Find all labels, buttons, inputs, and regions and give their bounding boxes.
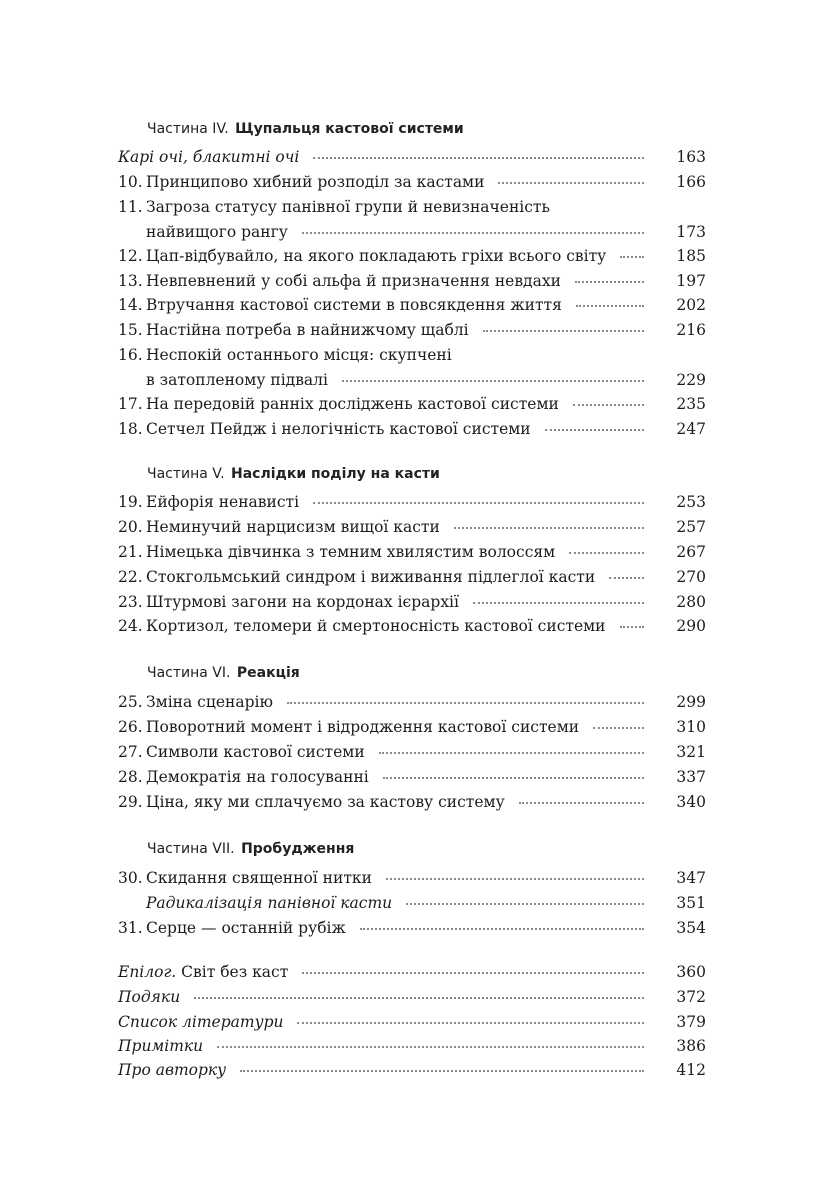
part-label: Частина IV. [147, 121, 229, 137]
chapter-number: 15. [118, 321, 143, 339]
entry-title [146, 515, 652, 539]
dot-leader [313, 157, 644, 159]
toc-entry[interactable] [118, 590, 706, 614]
entry-title-text[interactable] [118, 960, 288, 984]
dot-leader [342, 380, 644, 382]
entry-title-text[interactable]: Сетчел Пейдж і нелогічність кастової системи [146, 420, 531, 438]
entry-title-text[interactable]: Неспокій останнього місця: скупчені [146, 346, 452, 364]
dot-leader [217, 1046, 644, 1048]
page-number[interactable]: 253 [676, 493, 706, 511]
dot-leader [287, 702, 644, 704]
entry-title [146, 318, 652, 342]
page-number[interactable]: 202 [676, 296, 706, 314]
entry-title-text[interactable]: Поворотний момент і відродження кастової системи [146, 718, 580, 736]
dot-leader [545, 429, 644, 431]
page-number[interactable]: 360 [676, 963, 706, 981]
chapter-number: 19. [118, 493, 143, 511]
chapter-number: 28. [118, 768, 143, 786]
page-number[interactable]: 247 [676, 420, 706, 438]
dot-leader [406, 903, 644, 905]
toc-entry[interactable] [118, 269, 706, 293]
toc-entry[interactable] [118, 540, 706, 564]
toc-entry[interactable] [118, 417, 706, 441]
entry-title-text[interactable]: Ейфорія ненависті [146, 493, 300, 511]
entry-title-text[interactable]: Радикалізація панівної касти [146, 894, 393, 912]
entry-title-text[interactable]: Примітки [118, 1037, 204, 1055]
part-label: Частина VI. [147, 665, 231, 681]
entry-title [118, 985, 652, 1009]
chapter-number: 13. [118, 272, 143, 290]
entry-title [146, 343, 652, 367]
entry-title [146, 417, 652, 441]
page-number[interactable]: 235 [676, 395, 706, 413]
page-number[interactable]: 216 [676, 321, 706, 339]
chapter-number: 16. [118, 346, 143, 364]
chapter-number: 30. [118, 869, 143, 887]
dot-leader [360, 928, 644, 930]
part-heading [147, 663, 300, 683]
toc-entry[interactable] [118, 891, 706, 915]
epilog-label: Епілог. [118, 963, 177, 981]
toc-entry[interactable] [118, 145, 706, 169]
toc-entry[interactable] [118, 715, 706, 739]
chapter-number: 18. [118, 420, 143, 438]
chapter-number: 11. [118, 198, 143, 216]
page-number[interactable]: 166 [676, 173, 706, 191]
entry-title-text[interactable]: Серце — останній рубіж [146, 919, 346, 937]
chapter-number: 26. [118, 718, 143, 736]
dot-leader [302, 972, 644, 974]
chapter-number: 10. [118, 173, 143, 191]
page-number[interactable]: 270 [676, 568, 706, 586]
entry-title [118, 960, 652, 984]
chapter-number: 14. [118, 296, 143, 314]
toc-entry[interactable] [118, 565, 706, 589]
back-matter-entry[interactable] [118, 985, 706, 1009]
back-matter-entry[interactable] [118, 960, 706, 984]
entry-title [146, 565, 652, 589]
entry-title-text[interactable]: найвищого рангу [146, 223, 288, 241]
entry-title-text[interactable]: Втручання кастової системи в повсякдення життя [146, 296, 562, 314]
chapter-number: 12. [118, 247, 143, 265]
page-number[interactable]: 267 [676, 543, 706, 561]
chapter-number: 21. [118, 543, 143, 561]
chapter-number: 25. [118, 693, 143, 711]
entry-title [146, 715, 652, 739]
toc-entry[interactable] [118, 293, 706, 317]
dot-leader [454, 527, 644, 529]
entry-title [118, 1010, 652, 1034]
back-matter-entry[interactable] [118, 1010, 706, 1034]
toc-entry[interactable] [118, 244, 706, 268]
dot-leader [313, 502, 644, 504]
page-number[interactable]: 347 [676, 869, 706, 887]
dot-leader [498, 182, 644, 184]
dot-leader [576, 305, 644, 307]
entry-title [146, 765, 652, 789]
dot-leader [573, 404, 644, 406]
dot-leader [302, 232, 644, 234]
entry-title-text[interactable]: Невпевнений у собі альфа й призначення невдахи [146, 272, 561, 290]
chapter-number: 17. [118, 395, 143, 413]
entry-title [146, 916, 652, 940]
dot-leader [386, 878, 644, 880]
part-label: Частина VII. [147, 841, 235, 857]
entry-title-text[interactable]: Настійна потреба в найнижчому щаблі [146, 321, 469, 339]
page-number[interactable]: 386 [676, 1037, 706, 1055]
toc-entry[interactable] [118, 392, 706, 416]
entry-title [146, 195, 652, 219]
entry-title-text[interactable]: Список літератури [118, 1013, 284, 1031]
chapter-number: 23. [118, 593, 143, 611]
entry-title [146, 244, 652, 268]
entry-title-text[interactable]: Цап-відбувайло, на якого покладають гріхи всього світу [146, 247, 607, 265]
epilog-title: Світ без каст [181, 963, 289, 981]
page-number[interactable]: 229 [676, 371, 706, 389]
chapter-number: 27. [118, 743, 143, 761]
toc-entry-line[interactable] [118, 343, 706, 367]
part-label: Частина V. [147, 466, 225, 482]
toc-entry[interactable] [118, 170, 706, 194]
page-number[interactable]: 173 [676, 223, 706, 241]
chapter-number: 24. [118, 617, 143, 635]
entry-title-text[interactable]: Про авторку [118, 1061, 227, 1079]
page-number[interactable]: 185 [676, 247, 706, 265]
page-number[interactable]: 257 [676, 518, 706, 536]
part-heading [147, 464, 440, 484]
page-number[interactable]: 280 [676, 593, 706, 611]
entry-title-text[interactable]: Кортизол, теломери й смертоносність кастової системи [146, 617, 606, 635]
page-number[interactable]: 299 [676, 693, 706, 711]
page-number[interactable]: 290 [676, 617, 706, 635]
toc-entry[interactable] [118, 490, 706, 514]
entry-title-text[interactable]: Подяки [118, 988, 181, 1006]
entry-title [146, 170, 652, 194]
entry-title [146, 740, 652, 764]
entry-title-text[interactable]: Демократія на голосуванні [146, 768, 369, 786]
page-number[interactable]: 372 [676, 988, 706, 1006]
part-title: Реакція [236, 665, 300, 681]
page-number[interactable]: 197 [676, 272, 706, 290]
page-number[interactable]: 310 [676, 718, 706, 736]
entry-title-text[interactable]: Стокгольмський синдром і виживання підлеглої касти [146, 568, 596, 586]
entry-title [118, 1034, 652, 1058]
entry-title [118, 1058, 652, 1082]
page-number[interactable]: 337 [676, 768, 706, 786]
dot-leader [379, 752, 644, 754]
entry-title-text[interactable]: Символи кастової системи [146, 743, 365, 761]
part-title: Щупальця кастової системи [235, 121, 464, 137]
dot-leader [620, 256, 644, 258]
page-number[interactable]: 354 [676, 919, 706, 937]
dot-leader [194, 997, 644, 999]
chapter-number: 31. [118, 919, 143, 937]
entry-title-text[interactable]: Штурмові загони на кордонах ієрархії [146, 593, 459, 611]
toc-entry[interactable] [118, 368, 706, 392]
toc-entry-line[interactable] [118, 195, 706, 219]
chapter-number: 20. [118, 518, 143, 536]
toc-entry[interactable] [118, 866, 706, 890]
page-number[interactable]: 321 [676, 743, 706, 761]
entry-title [146, 590, 652, 614]
dot-leader [519, 802, 644, 804]
toc-entry[interactable] [118, 318, 706, 342]
part-heading [147, 839, 354, 859]
part-heading [147, 119, 464, 139]
entry-title [146, 220, 652, 244]
entry-title [146, 293, 652, 317]
toc-entry[interactable] [118, 740, 706, 764]
entry-title-text[interactable]: На передовій ранніх досліджень кастової системи [146, 395, 559, 413]
page-number[interactable]: 340 [676, 793, 706, 811]
dot-leader [473, 602, 644, 604]
entry-title-text[interactable]: Ціна, яку ми сплачуємо за кастову систему [146, 793, 505, 811]
dot-leader [240, 1070, 644, 1072]
back-matter-entry[interactable] [118, 1058, 706, 1082]
dot-leader [483, 330, 644, 332]
entry-title [146, 690, 652, 714]
entry-title [118, 145, 652, 169]
entry-title-text[interactable]: Німецька дівчинка з темним хвилястим волоссям [146, 543, 556, 561]
dot-leader [569, 552, 644, 554]
part-title: Пробудження [241, 841, 355, 857]
entry-title [146, 368, 652, 392]
entry-title [146, 614, 652, 638]
toc-entry[interactable] [118, 916, 706, 940]
entry-title-text[interactable]: Скидання священної нитки [146, 869, 372, 887]
page-number[interactable]: 163 [676, 148, 706, 166]
chapter-number: 22. [118, 568, 143, 586]
entry-title-text[interactable]: Карі очі, блакитні очі [118, 148, 300, 166]
toc-entry[interactable] [118, 515, 706, 539]
entry-title-text[interactable]: Неминучий нарцисизм вищої касти [146, 518, 440, 536]
entry-title [146, 540, 652, 564]
entry-title [146, 490, 652, 514]
page-number[interactable]: 412 [676, 1061, 706, 1079]
dot-leader [575, 281, 644, 283]
entry-title [146, 269, 652, 293]
entry-title-text[interactable]: Зміна сценарію [146, 693, 273, 711]
dot-leader [383, 777, 644, 779]
page-number[interactable]: 379 [676, 1013, 706, 1031]
back-matter-entry[interactable] [118, 1034, 706, 1058]
toc-entry[interactable] [118, 690, 706, 714]
part-title: Наслідки поділу на касти [231, 466, 440, 482]
entry-title [146, 891, 652, 915]
dot-leader [620, 626, 644, 628]
chapter-number: 29. [118, 793, 143, 811]
entry-title-text[interactable]: в затопленому підвалі [146, 371, 328, 389]
dot-leader [609, 577, 644, 579]
entry-title [146, 866, 652, 890]
toc-entry[interactable] [118, 220, 706, 244]
entry-title [146, 790, 652, 814]
page-number[interactable]: 351 [676, 894, 706, 912]
toc-entry[interactable] [118, 614, 706, 638]
toc-entry[interactable] [118, 765, 706, 789]
dot-leader [593, 727, 644, 729]
dot-leader [297, 1022, 644, 1024]
toc-entry[interactable] [118, 790, 706, 814]
entry-title-text[interactable]: Принципово хибний розподіл за кастами [146, 173, 485, 191]
entry-title [146, 392, 652, 416]
entry-title-text[interactable]: Загроза статусу панівної групи й невизначеність [146, 198, 550, 216]
